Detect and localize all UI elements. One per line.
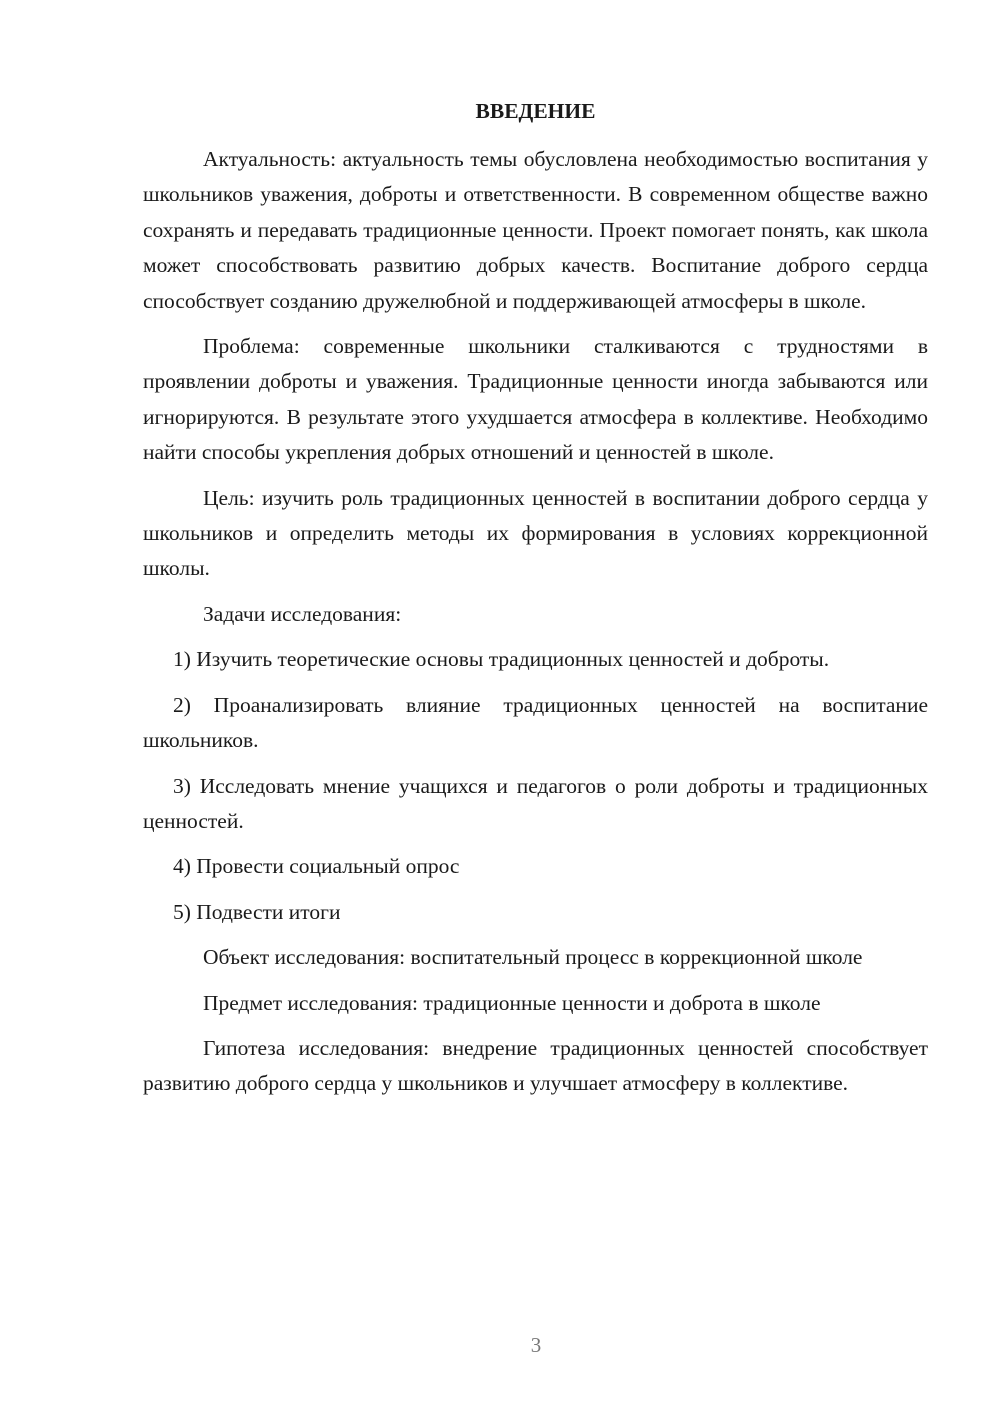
- object-paragraph: Объект исследования: воспитательный процесс в коррекционной школе: [203, 945, 863, 970]
- subject-paragraph: Предмет исследования: традиционные ценности и доброта в школе: [203, 990, 821, 1015]
- section-title: ВВЕДЕНИЕ: [475, 99, 596, 123]
- task-item-3: 3) Исследовать мнение учащихся и педагогов о роли доброты и традиционных ценностей.: [143, 773, 928, 833]
- task-item-5: 5) Подвести итоги: [173, 899, 341, 924]
- page-content: [143, 96, 928, 1112]
- page-number: 3: [530, 1333, 542, 1357]
- task-item-2: 2) Проанализировать влияние традиционных ценностей на воспитание школьников.: [143, 692, 928, 753]
- goal-paragraph: Цель: изучить роль традиционных ценностей в воспитании доброго сердца у школьников и определить методы их формирования в условиях коррекционной школы.: [143, 485, 928, 581]
- relevance-paragraph: Актуальность: актуальность темы обусловлена необходимостью воспитания у школьников уважения, доброты и ответственности. В современном обществе важно сохранять и передавать традиционные ценности. Проект помогает понять, как школа может способствовать развитию добрых качеств. Воспитание доброго сердца способствует созданию дружелюбной и поддерживающей атмосферы в школе.: [143, 147, 928, 313]
- hypothesis-paragraph: Гипотеза исследования: внедрение традиционных ценностей способствует развитию доброго сердца у школьников и улучшает атмосферу в коллективе.: [143, 1035, 928, 1096]
- problem-paragraph: Проблема: современные школьники сталкиваются с трудностями в проявлении доброты и уважения. Традиционные ценности иногда забываются или игнорируются. В результате этого ухудшается атмосфера в коллективе. Необходимо найти способы укрепления добрых отношений и ценностей в школе.: [143, 334, 928, 465]
- task-item-1: 1) Изучить теоретические основы традиционных ценностей и доброты.: [173, 647, 830, 672]
- task-item-4: 4) Провести социальный опрос: [173, 854, 460, 879]
- tasks-heading: Задачи исследования:: [203, 601, 402, 626]
